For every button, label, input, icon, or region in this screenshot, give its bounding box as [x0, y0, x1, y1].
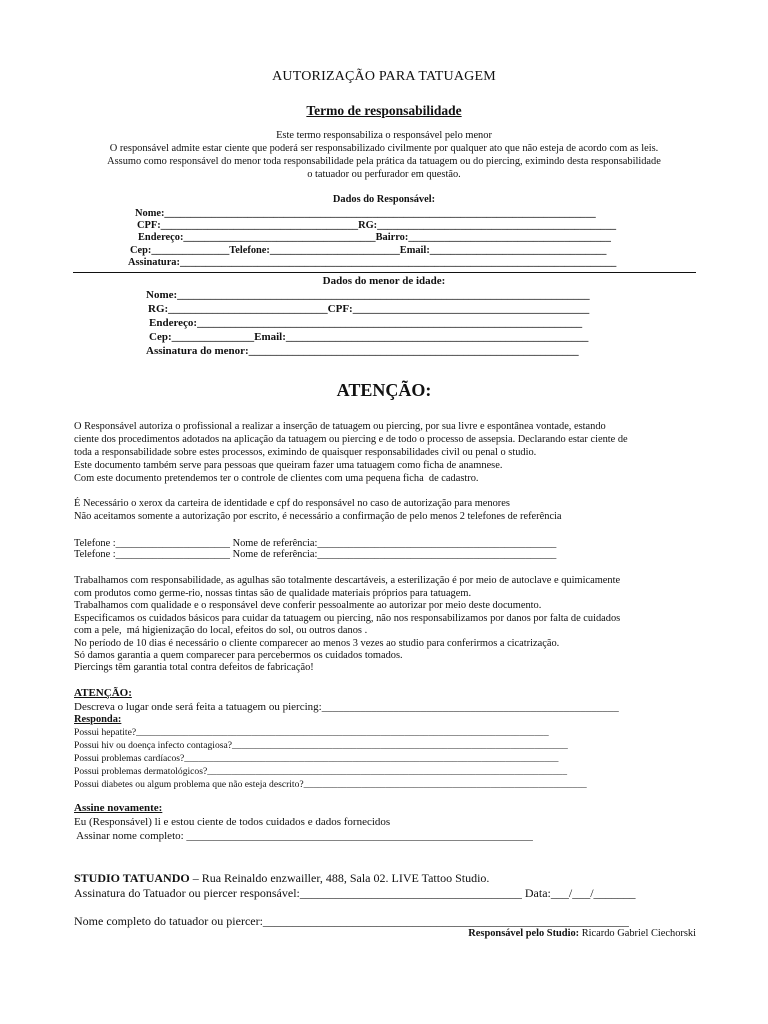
studio-responsible-label: Responsável pelo Studio: — [468, 928, 580, 939]
paragraph1-line-5: Com este documento pretendemos ter o controle de clientes com uma pequena ficha de cadastro. — [74, 473, 479, 484]
responsavel-cpf-rg-field[interactable]: CPF:______________________________________RG:______________________________________________ — [137, 220, 617, 231]
studio-info — [74, 872, 489, 884]
studio-responsible-name: Ricardo Gabriel Ciechorski — [579, 928, 696, 939]
responsavel-endereco-field[interactable]: Endereço:_____________________________________Bairro:_______________________________________ — [138, 232, 611, 243]
document-subtitle: Termo de responsabilidade — [306, 103, 462, 118]
tattoo-artist-fullname-field[interactable]: Nome completo do tatuador ou piercer:_____________________________________________________________ — [74, 914, 629, 928]
paragraph1-line-3: toda a responsabilidade sobre estes processos, eximindo de quaisquer responsabilidades civil ou penal o studio. — [74, 447, 537, 458]
responsavel-cep-telefone-email-field[interactable]: Cep:_______________Telefone:_________________________Email:__________________________________ — [130, 245, 607, 256]
intro-line-4: o tatuador ou perfurador em questão. — [307, 169, 461, 180]
menor-assinatura-field[interactable]: Assinatura do menor:____________________________________________________________ — [146, 345, 579, 357]
hepatitis-question-field[interactable]: Possui hepatite?______________________________________________________________________________________ — [74, 727, 549, 738]
paragraph3-line-5: com a pele, má higienização do local, efeitos do sol, ou outros danos . — [74, 625, 368, 636]
menor-rg-cpf-field[interactable]: RG:_____________________________CPF:___________________________________________ — [148, 303, 590, 315]
paragraph3-line-4: Especificamos os cuidados básicos para cuidar da tatuagem ou piercing, não nos responsabilizamos por danos por falta de cuidados — [74, 613, 621, 624]
paragraph2-line-1: É Necessário o xerox da carteira de identidade e cpf do responsável no caso de autorização para menores — [74, 498, 510, 509]
dermatological-question-field[interactable]: Possui problemas dermatológicos?___________________________________________________________________________ — [74, 766, 567, 777]
paragraph2-line-2: Não aceitamos somente a autorização por escrito, é necessário a confirmação de pelo menos 2 telefones de referência — [74, 511, 562, 522]
paragraph3-line-6: No período de 10 dias é necessário o cliente comparecer ao menos 3 vezes ao studio para conferirmos a cicatrização. — [74, 638, 560, 649]
paragraph3-line-7: Só damos garantia a quem comparecer para percebermos os cuidados tomados. — [74, 650, 403, 661]
tattoo-location-field[interactable]: Descreva o lugar onde será feita a tatuagem ou piercing:______________________________________________________ — [74, 701, 619, 713]
responda-label: Responda: — [74, 714, 122, 725]
responsavel-heading: Dados do Responsável: — [332, 194, 436, 205]
paragraph3-line-2: com produtos como germe-rio, nossas tintas são de qualidade materiais próprios para tatuagem. — [74, 588, 472, 599]
hiv-question-field[interactable]: Possui hiv ou doença infecto contagiosa?______________________________________________________________________ — [74, 740, 568, 751]
paragraph3-line-8: Piercings têm garantia total contra defeitos de fabricação! — [74, 662, 314, 673]
responsavel-nome-field[interactable]: Nome:___________________________________________________________________________________ — [135, 208, 596, 219]
document-title: AUTORIZAÇÃO PARA TATUAGEM — [272, 69, 496, 84]
section-divider — [73, 272, 696, 273]
sign-again-label: Assine novamente: — [74, 802, 163, 814]
reference-phone-field-1[interactable]: Telefone :______________________ Nome de referência:______________________________________________ — [74, 538, 557, 549]
menor-heading: Dados do menor de idade: — [322, 275, 446, 287]
reference-phone-field-2[interactable]: Telefone :______________________ Nome de referência:______________________________________________ — [74, 549, 557, 560]
studio-name: STUDIO TATUANDO — [74, 871, 190, 885]
menor-endereco-field[interactable]: Endereço:______________________________________________________________________ — [149, 317, 583, 329]
responsavel-assinatura-field[interactable]: Assinatura:____________________________________________________________________________________ — [128, 257, 617, 268]
attention-heading: ATENÇÃO: — [336, 380, 432, 400]
studio-address: – Rua Reinaldo enzwailler, 488, Sala 02. LIVE Tattoo Studio. — [189, 871, 490, 885]
acknowledgement-text: Eu (Responsável) li e estou ciente de todos cuidados e dados fornecidos — [74, 816, 391, 828]
intro-line-2: O responsável admite estar ciente que poderá ser responsabilizado civilmente por qualquer ato que não esteja de acordo com as leis. — [109, 143, 659, 154]
intro-line-1: Este termo responsabiliza o responsável pelo menor — [276, 130, 492, 141]
menor-nome-field[interactable]: Nome:___________________________________________________________________________ — [146, 289, 590, 301]
diabetes-question-field[interactable]: Possui diabetes ou algum problema que não esteja descrito?___________________________________________________________ — [74, 779, 587, 790]
menor-cep-email-field[interactable]: Cep:_______________Email:_______________________________________________________ — [149, 331, 589, 343]
studio-responsible — [468, 929, 696, 939]
paragraph3-line-1: Trabalhamos com responsabilidade, as agulhas são totalmente descartáveis, a esterilização é por meio de autoclave e quimicamente — [74, 575, 621, 586]
paragraph1-line-2: ciente dos procedimentos adotados na aplicação da tatuagem ou piercing e de todo o processo de assepsia. Declarando estar ciente de — [74, 434, 628, 445]
paragraph3-line-3: Trabalhamos com qualidade e o responsável deve conferir pessoalmente ao autorizar por meio deste documento. — [74, 600, 542, 611]
full-name-signature-field[interactable]: Assinar nome completo: _______________________________________________________________ — [74, 830, 533, 842]
paragraph1-line-4: Este documento também serve para pessoas que queiram fazer uma tatuagem como ficha de anamnese. — [74, 460, 503, 471]
intro-line-3: Assumo como responsável do menor toda responsabilidade pela prática da tatuagem ou do piercing, eximindo desta responsabilidade — [107, 156, 661, 167]
tattoo-artist-signature-field[interactable]: Assinatura do Tatuador ou piercer responsável:_____________________________________ Data:___/___/_______ — [74, 886, 636, 900]
attention-label: ATENÇÃO: — [74, 687, 132, 699]
paragraph1-line-1: O Responsável autoriza o profissional a realizar a inserção de tatuagem ou piercing, por sua livre e espontânea vontade, estando — [74, 421, 606, 432]
cardiac-question-field[interactable]: Possui problemas cardíacos?______________________________________________________________________________ — [74, 753, 559, 764]
